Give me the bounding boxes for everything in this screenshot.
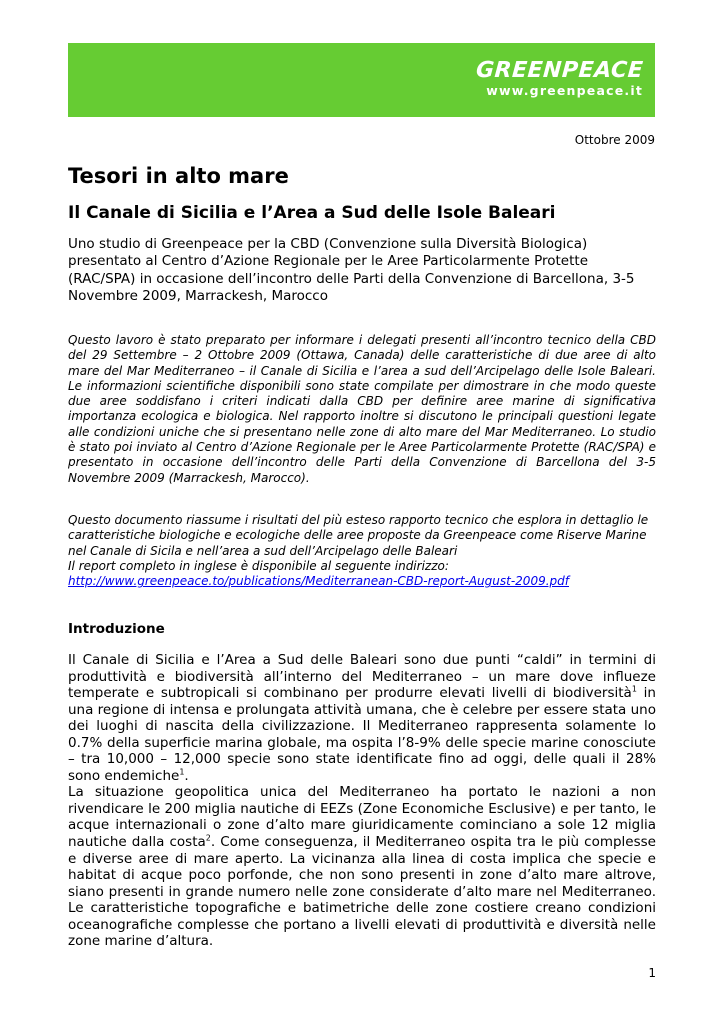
report-note-line: nel Canale di Sicila e nell’area a sud dell’Arcipelago delle Baleari [68,543,458,558]
report-link[interactable]: http://www.greenpeace.to/publications/Mediterranean-CBD-report-August-2009.pdf [68,574,569,589]
page-number: 1 [648,966,656,980]
summary-paragraph: Questo lavoro è stato preparato per informare i delegati presenti all’incontro tecnico della CBD del 29 Settembre – 2 Ottobre 2009 (Ottawa, Canada) delle caratteristiche di due aree di alto mare del Mar Mediterraneo – il Canale di Sicilia e l’area a sud dell’Arcipelago delle Isole Baleari. Le informazioni scientifiche disponibili sono state compilate per dimostrare in che modo queste due aree soddisfano i criteri indicati dalla CBD per definire aree marine di significativa importanza ecologica e biologica. Nel rapporto inoltre si discutono le principali questioni legate alle condizioni uniche che si presentano nelle zone di alto mare del Mar Mediterraneo. Lo studio è stato poi inviato al Centro d’Azione Regionale per le Aree Particolarmente Protette (RAC/SPA) e presentato in occasione dell’incontro delle Parti della Convenzione di Barcellona del 3-5 Novembre 2009 (Marrackesh, Marocco). [68,333,656,485]
body-text-run: in una regione di intensa e prolungata attività umana, che è celebre per essere stata uno dei luoghi di nascita della civilizzazione. Il Mediterraneo rappresenta solamente lo 0.7% della superficie marina globale, ma ospita l’8-9% delle specie marine conosciute – tra 10,000 – 12,000 specie sono state identificate fino ad oggi, delle quali il 28% sono endemiche [68,685,656,784]
report-note-line: caratteristiche biologiche e ecologiche delle aree proposte da Greenpeace come Riserve Marine [68,528,647,543]
report-note [68,513,656,589]
footnote-ref[interactable]: 2 [205,833,211,843]
footnote-ref[interactable]: 1 [179,767,185,777]
body-text-run: . [184,767,189,784]
intro-paragraph: Uno studio di Greenpeace per la CBD (Convenzione sulla Diversità Biologica) presentato al Centro d’Azione Regionale per le Aree Particolarmente Protette (RAC/SPA) in occasione dell’incontro delle Parti della Convenzione di Barcellona, 3-5 Novembre 2009, Marrackesh, Marocco [68,236,635,304]
report-note-line: Questo documento riassume i risultati del più esteso rapporto tecnico che esplora in dettaglio le [68,513,649,527]
body-paragraph [68,652,656,784]
section-heading-introduzione: Introduzione [68,621,165,637]
body-text-run: La situazione geopolitica unica del Mediterraneo ha portato le nazioni a non rivendicare le 200 miglia nautiche di EEZs (Zone Economiche Esclusive) e per tanto, le acque internazionali o zone d’alto mare giuridicamente cominciano a sole 12 miglia nautiche dalla costa [68,784,656,851]
logo-url: www.greenpeace.it [486,83,643,98]
report-note-line: Il report completo in inglese è disponibile al seguente indirizzo: [68,558,449,573]
header-banner [68,43,655,117]
document-subtitle: Il Canale di Sicilia e l’Area a Sud delle Isole Baleari [68,203,556,223]
introduction-body [68,652,656,950]
logo-wordmark: GREENPEACE [475,58,644,83]
body-paragraph [68,784,656,949]
footnote-ref[interactable]: 1 [631,684,637,694]
body-text-run: . Come conseguenza, il Mediterraneo ospita tra le più complesse e diverse aree di mare aperto. La vicinanza alla linea di costa implica che specie e habitat di acque poco porfonde, che non sono presenti in zone d’alto mare altrove, siano presenti in grande numero nelle zone considerate d’alto mare nel Mediterraneo. Le caratteristiche topografiche e batimetriche delle zone costiere creano condizioni oceanografiche complesse che portano a livelli elevati di produttività e diversità nelle zone marine d’altura. [68,834,656,950]
document-date: Ottobre 2009 [574,133,655,147]
document-title: Tesori in alto mare [68,164,289,188]
greenpeace-logo[interactable] [476,59,643,99]
body-text-run: Il Canale di Sicilia e l’Area a Sud delle Baleari sono due punti “caldi” in termini di produttività e biodiversità all’interno del Mediterraneo – un mare dove influeze temperate e subtropicali si combinano per produrre elevati livelli di biodiversità [68,652,656,702]
